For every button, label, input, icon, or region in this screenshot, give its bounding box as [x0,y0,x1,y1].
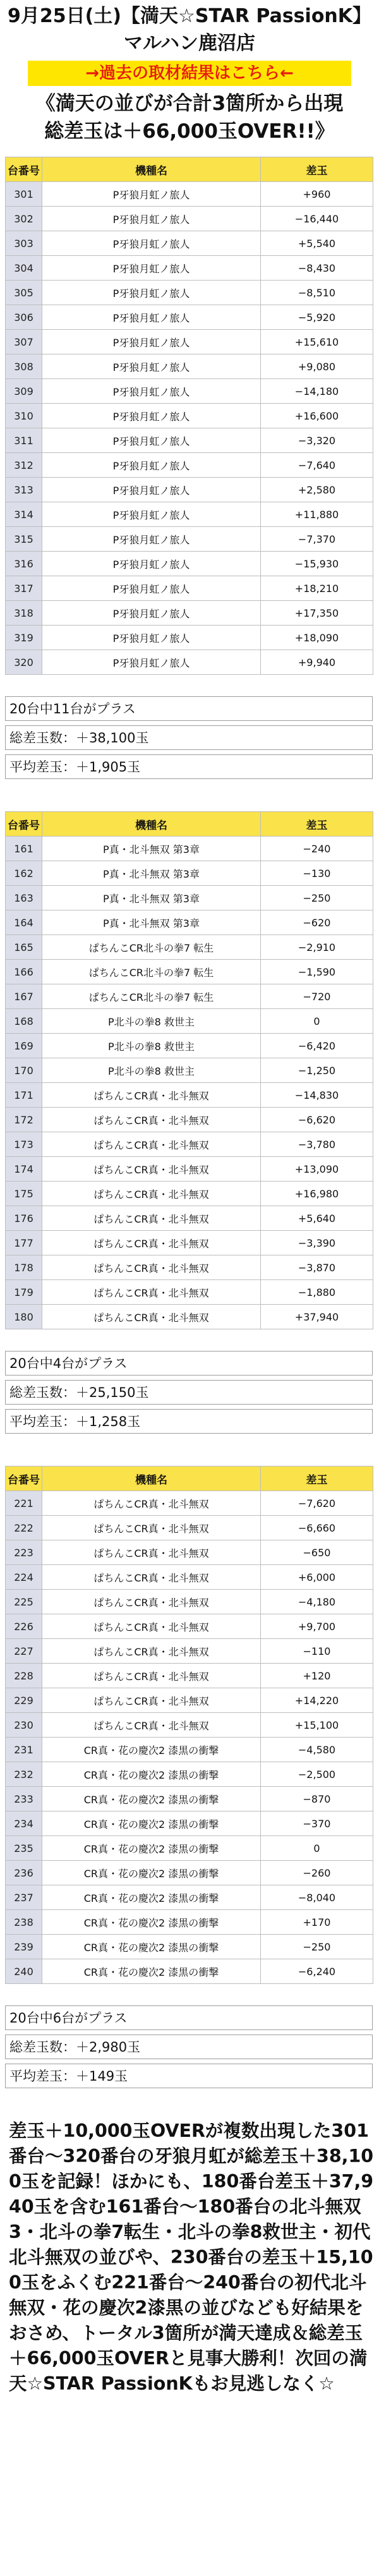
column-header-number: 台番号 [6,812,42,837]
machine-number: 308 [6,354,42,379]
ball-difference: −870 [261,1787,373,1811]
machine-model: P牙狼月虹ノ旅人 [42,650,261,675]
table-row [6,1664,373,1688]
table-row [6,1255,373,1280]
ball-difference: +5,640 [261,1206,373,1231]
machine-number: 169 [6,1034,42,1058]
ball-difference: −16,440 [261,207,373,231]
ball-difference: −3,390 [261,1231,373,1255]
machine-number: 320 [6,650,42,675]
machine-model: P牙狼月虹ノ旅人 [42,404,261,428]
ball-difference: +15,100 [261,1713,373,1738]
section-summary [5,1351,374,1434]
table-row [6,576,373,601]
machine-model: P牙狼月虹ノ旅人 [42,428,261,453]
machine-number: 302 [6,207,42,231]
total-diff: 総差玉数：＋38,100玉 [5,725,373,750]
machine-number: 178 [6,1255,42,1280]
machine-model: ぱちんこCR真・北斗無双 [42,1206,261,1231]
machine-model: CR真・花の慶次2 漆黒の衝撃 [42,1935,261,1959]
column-header-diff: 差玉 [261,1466,373,1491]
machine-number: 240 [6,1959,42,1984]
machine-model: ぱちんこCR真・北斗無双 [42,1157,261,1182]
machine-number: 222 [6,1516,42,1540]
machine-model: CR真・花の慶次2 漆黒の衝撃 [42,1738,261,1762]
machine-number: 170 [6,1058,42,1083]
ball-difference: −14,180 [261,379,373,404]
machine-model: CR真・花の慶次2 漆黒の衝撃 [42,1861,261,1885]
ball-difference: 0 [261,1836,373,1861]
table-row [6,1688,373,1713]
page-header [0,3,379,57]
table-row [6,1058,373,1083]
machine-model: P牙狼月虹ノ旅人 [42,552,261,576]
ball-difference: −1,250 [261,1058,373,1083]
table-row [6,502,373,527]
machine-number: 171 [6,1083,42,1108]
machine-model: P牙狼月虹ノ旅人 [42,502,261,527]
machine-model: P牙狼月虹ノ旅人 [42,626,261,650]
ball-difference: −6,660 [261,1516,373,1540]
machine-model: ぱちんこCR真・北斗無双 [42,1639,261,1664]
machine-model: ぱちんこCR真・北斗無双 [42,1540,261,1565]
machine-model: P牙狼月虹ノ旅人 [42,379,261,404]
table-row [6,984,373,1009]
table-header-row [6,812,373,837]
machine-model: ぱちんこCR真・北斗無双 [42,1108,261,1132]
ball-difference: +5,540 [261,231,373,256]
table-header-row [6,1466,373,1491]
machine-model: CR真・花の慶次2 漆黒の衝撃 [42,1910,261,1935]
machine-number: 311 [6,428,42,453]
ball-difference: −720 [261,984,373,1009]
ball-difference: +170 [261,1910,373,1935]
machine-model: P北斗の拳8 救世主 [42,1034,261,1058]
ball-difference: −620 [261,910,373,935]
table-row [6,1836,373,1861]
machine-model: ぱちんこCR真・北斗無双 [42,1614,261,1639]
machine-model: ぱちんこCR北斗の拳7 転生 [42,935,261,960]
plus-count: 20台中4台がプラス [5,1351,373,1376]
table-row [6,1762,373,1787]
machine-number: 301 [6,182,42,207]
machine-model: ぱちんこCR北斗の拳7 転生 [42,984,261,1009]
ball-difference: −3,870 [261,1255,373,1280]
average-diff: 平均差玉：＋1,905玉 [5,754,373,779]
ball-difference: −6,240 [261,1959,373,1984]
ball-difference: −110 [261,1639,373,1664]
table-row [6,960,373,984]
table-row [6,231,373,256]
table-row [6,1305,373,1329]
table-row [6,1590,373,1614]
machine-model: ぱちんこCR真・北斗無双 [42,1664,261,1688]
table-row [6,910,373,935]
machine-number: 167 [6,984,42,1009]
ball-difference: −14,830 [261,1083,373,1108]
average-diff: 平均差玉：＋149玉 [5,2064,373,2088]
machine-model: P真・北斗無双 第3章 [42,837,261,861]
table-row [6,1009,373,1034]
table-row [6,305,373,330]
ball-difference: +17,350 [261,601,373,626]
table-row [6,1614,373,1639]
machine-model: P牙狼月虹ノ旅人 [42,256,261,281]
ball-difference: −6,420 [261,1034,373,1058]
table-row [6,281,373,305]
table-row [6,428,373,453]
machine-model: P牙狼月虹ノ旅人 [42,305,261,330]
table-row [6,1280,373,1305]
table-row [6,1935,373,1959]
table-row [6,207,373,231]
machine-model: ぱちんこCR真・北斗無双 [42,1516,261,1540]
machine-number: 239 [6,1935,42,1959]
store-name: マルハン鹿沼店 [124,32,255,54]
machine-number: 175 [6,1182,42,1206]
table-row [6,1132,373,1157]
column-header-model: 機種名 [42,812,261,837]
column-header-model: 機種名 [42,1466,261,1491]
table-row [6,1083,373,1108]
machine-model: ぱちんこCR真・北斗無双 [42,1713,261,1738]
ball-difference: +16,600 [261,404,373,428]
headline-line-1: 《満天の並びが合計3箇所から出現 [35,92,344,115]
plus-count: 20台中11台がプラス [5,696,373,721]
table-row [6,1206,373,1231]
results-table [5,157,373,675]
table-row [6,527,373,552]
machine-number: 235 [6,1836,42,1861]
machine-number: 177 [6,1231,42,1255]
machine-model: CR真・花の慶次2 漆黒の衝撃 [42,1836,261,1861]
ball-difference: +2,580 [261,478,373,502]
ball-difference: +9,700 [261,1614,373,1639]
table-row [6,1713,373,1738]
machine-model: CR真・花の慶次2 漆黒の衝撃 [42,1787,261,1811]
machine-model: P北斗の拳8 救世主 [42,1009,261,1034]
results-section-1 [5,157,374,779]
ball-difference: +9,940 [261,650,373,675]
machine-number: 223 [6,1540,42,1565]
table-row [6,886,373,910]
machine-number: 303 [6,231,42,256]
closing-paragraph: 差玉＋10,000玉OVERが複数出現した301番台〜320番台の牙狼月虹が総差玉＋38,100玉を記録！ほかにも、180番台差玉＋37,940玉を含む161番台〜180番台の北斗無双3・北斗の拳7転生・北斗の拳8救世主・初代北斗無双の並びや、230番台の差玉＋15,100玉をふくむ221番台〜240番台の初代北斗無双・花の慶次2漆黒の並びなども好結果をおさめ、トータル3箇所が満天達成＆総差玉＋66,000玉OVERと見事大勝利！次回の満天☆STAR PassionKもお見逃しなく☆ [9,2120,374,2394]
table-row [6,650,373,675]
table-row [6,1885,373,1910]
table-row [6,256,373,281]
ball-difference: −4,180 [261,1590,373,1614]
machine-number: 228 [6,1664,42,1688]
ball-difference: 0 [261,1009,373,1034]
average-diff: 平均差玉：＋1,258玉 [5,1409,373,1434]
machine-number: 304 [6,256,42,281]
machine-model: ぱちんこCR真・北斗無双 [42,1255,261,1280]
machine-number: 172 [6,1108,42,1132]
table-row [6,1182,373,1206]
table-row [6,1108,373,1132]
ball-difference: −4,580 [261,1738,373,1762]
ball-difference: +120 [261,1664,373,1688]
results-section-2 [5,811,374,1434]
machine-model: P牙狼月虹ノ旅人 [42,207,261,231]
machine-model: ぱちんこCR真・北斗無双 [42,1083,261,1108]
column-header-number: 台番号 [6,157,42,182]
ball-difference: −130 [261,861,373,886]
machine-model: ぱちんこCR真・北斗無双 [42,1688,261,1713]
machine-number: 173 [6,1132,42,1157]
machine-number: 164 [6,910,42,935]
machine-model: P真・北斗無双 第3章 [42,886,261,910]
table-row [6,1516,373,1540]
machine-model: ぱちんこCR真・北斗無双 [42,1565,261,1590]
machine-number: 225 [6,1590,42,1614]
table-row [6,379,373,404]
machine-model: P牙狼月虹ノ旅人 [42,354,261,379]
machine-number: 230 [6,1713,42,1738]
ball-difference: −8,430 [261,256,373,281]
table-row [6,478,373,502]
machine-model: P牙狼月虹ノ旅人 [42,478,261,502]
ball-difference: −2,910 [261,935,373,960]
ball-difference: −250 [261,1935,373,1959]
ball-difference: −8,040 [261,1885,373,1910]
table-row [6,601,373,626]
table-header-row [6,157,373,182]
machine-number: 168 [6,1009,42,1034]
table-row [6,1959,373,1984]
machine-number: 312 [6,453,42,478]
ball-difference: −15,930 [261,552,373,576]
machine-number: 176 [6,1206,42,1231]
machine-model: ぱちんこCR真・北斗無双 [42,1132,261,1157]
table-row [6,861,373,886]
table-row [6,453,373,478]
ball-difference: −3,320 [261,428,373,453]
page-title: 9月25日(土)【満天☆STAR PassionK】 [7,5,372,27]
table-row [6,626,373,650]
table-row [6,1565,373,1590]
machine-model: P牙狼月虹ノ旅人 [42,527,261,552]
machine-model: P牙狼月虹ノ旅人 [42,576,261,601]
machine-number: 221 [6,1491,42,1516]
table-row [6,182,373,207]
report-page [0,3,379,2397]
section-summary [5,696,374,779]
machine-model: P牙狼月虹ノ旅人 [42,453,261,478]
total-diff: 総差玉数：＋25,150玉 [5,1380,373,1405]
machine-model: ぱちんこCR真・北斗無双 [42,1305,261,1329]
table-row [6,1231,373,1255]
column-header-model: 機種名 [42,157,261,182]
ball-difference: +9,080 [261,354,373,379]
ball-difference: +15,610 [261,330,373,354]
ball-difference: +14,220 [261,1688,373,1713]
machine-model: P北斗の拳8 救世主 [42,1058,261,1083]
machine-number: 231 [6,1738,42,1762]
machine-number: 316 [6,552,42,576]
ball-difference: −2,500 [261,1762,373,1787]
table-row [6,1787,373,1811]
machine-number: 162 [6,861,42,886]
ball-difference: −1,590 [261,960,373,984]
machine-number: 318 [6,601,42,626]
machine-number: 233 [6,1787,42,1811]
plus-count: 20台中6台がプラス [5,2005,373,2030]
ball-difference: +37,940 [261,1305,373,1329]
past-results-link[interactable]: →過去の取材結果はこちら← [28,61,351,86]
machine-number: 166 [6,960,42,984]
machine-model: ぱちんこCR真・北斗無双 [42,1231,261,1255]
ball-difference: +18,090 [261,626,373,650]
table-row [6,330,373,354]
machine-number: 179 [6,1280,42,1305]
machine-number: 315 [6,527,42,552]
ball-difference: +18,210 [261,576,373,601]
table-row [6,1861,373,1885]
headline-line-2: 総差玉は＋66,000玉OVER!!》 [44,120,335,143]
ball-difference: −3,780 [261,1132,373,1157]
machine-number: 227 [6,1639,42,1664]
machine-number: 161 [6,837,42,861]
section-summary [5,2005,374,2088]
ball-difference: −5,920 [261,305,373,330]
column-header-diff: 差玉 [261,157,373,182]
ball-difference: +11,880 [261,502,373,527]
table-row [6,1811,373,1836]
machine-number: 238 [6,1910,42,1935]
results-table [5,811,373,1329]
machine-model: P真・北斗無双 第3章 [42,910,261,935]
machine-number: 305 [6,281,42,305]
ball-difference: −7,640 [261,453,373,478]
machine-number: 319 [6,626,42,650]
ball-difference: −370 [261,1811,373,1836]
table-row [6,1034,373,1058]
machine-number: 226 [6,1614,42,1639]
machine-model: P真・北斗無双 第3章 [42,861,261,886]
table-row [6,552,373,576]
ball-difference: +6,000 [261,1565,373,1590]
ball-difference: −650 [261,1540,373,1565]
table-row [6,404,373,428]
table-row [6,837,373,861]
machine-model: P牙狼月虹ノ旅人 [42,330,261,354]
machine-number: 232 [6,1762,42,1787]
table-row [6,1738,373,1762]
ball-difference: −1,880 [261,1280,373,1305]
machine-model: CR真・花の慶次2 漆黒の衝撃 [42,1885,261,1910]
machine-model: ぱちんこCR真・北斗無双 [42,1182,261,1206]
ball-difference: −7,370 [261,527,373,552]
machine-number: 174 [6,1157,42,1182]
results-table [5,1466,373,1984]
table-row [6,935,373,960]
table-row [6,1639,373,1664]
table-row [6,1157,373,1182]
machine-number: 163 [6,886,42,910]
table-row [6,1910,373,1935]
machine-model: CR真・花の慶次2 漆黒の衝撃 [42,1762,261,1787]
machine-number: 236 [6,1861,42,1885]
machine-number: 234 [6,1811,42,1836]
machine-model: P牙狼月虹ノ旅人 [42,601,261,626]
machine-number: 317 [6,576,42,601]
machine-number: 307 [6,330,42,354]
machine-model: P牙狼月虹ノ旅人 [42,182,261,207]
machine-number: 313 [6,478,42,502]
table-row [6,354,373,379]
machine-number: 309 [6,379,42,404]
machine-model: ぱちんこCR真・北斗無双 [42,1491,261,1516]
column-header-number: 台番号 [6,1466,42,1491]
ball-difference: −250 [261,886,373,910]
machine-number: 314 [6,502,42,527]
machine-number: 229 [6,1688,42,1713]
machine-model: ぱちんこCR真・北斗無双 [42,1280,261,1305]
machine-number: 224 [6,1565,42,1590]
machine-model: ぱちんこCR北斗の拳7 転生 [42,960,261,984]
ball-difference: +16,980 [261,1182,373,1206]
ball-difference: +13,090 [261,1157,373,1182]
ball-difference: −240 [261,837,373,861]
machine-model: CR真・花の慶次2 漆黒の衝撃 [42,1959,261,1984]
ball-difference: +960 [261,182,373,207]
machine-number: 180 [6,1305,42,1329]
headline [0,90,379,145]
machine-number: 310 [6,404,42,428]
machine-model: P牙狼月虹ノ旅人 [42,281,261,305]
ball-difference: −8,510 [261,281,373,305]
total-diff: 総差玉数：＋2,980玉 [5,2035,373,2059]
results-section-3 [5,1466,374,2088]
machine-number: 237 [6,1885,42,1910]
machine-number: 306 [6,305,42,330]
ball-difference: −6,620 [261,1108,373,1132]
ball-difference: −260 [261,1861,373,1885]
table-row [6,1540,373,1565]
machine-model: CR真・花の慶次2 漆黒の衝撃 [42,1811,261,1836]
machine-number: 165 [6,935,42,960]
ball-difference: −7,620 [261,1491,373,1516]
machine-model: ぱちんこCR真・北斗無双 [42,1590,261,1614]
table-row [6,1491,373,1516]
column-header-diff: 差玉 [261,812,373,837]
machine-model: P牙狼月虹ノ旅人 [42,231,261,256]
